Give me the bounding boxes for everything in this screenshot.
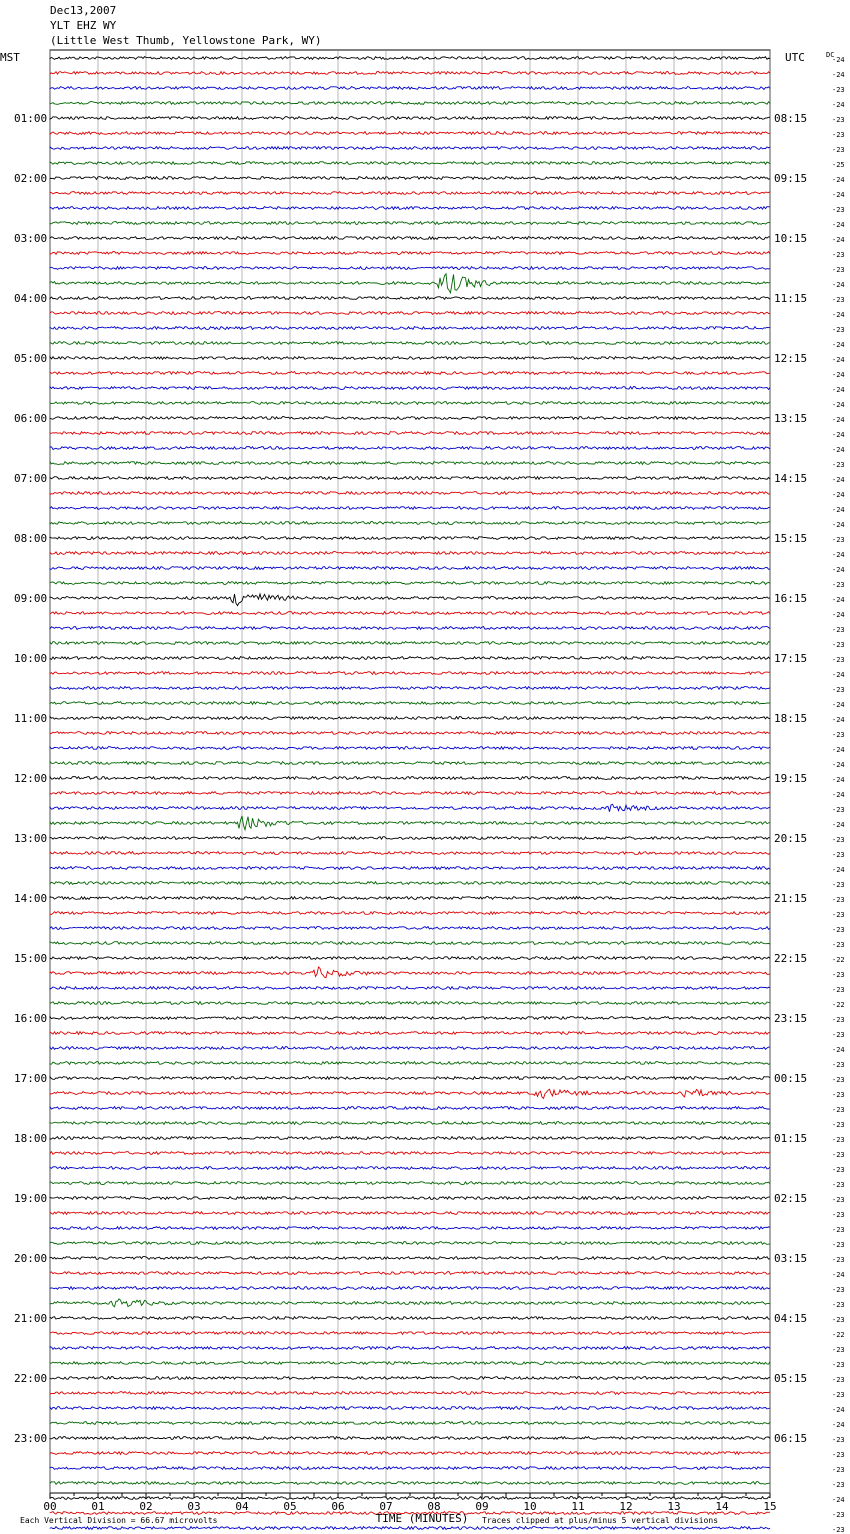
dc-offset-value: -24	[832, 416, 845, 424]
seismic-trace	[50, 927, 770, 930]
dc-offset-value: -24	[832, 341, 845, 349]
seismic-trace	[50, 447, 770, 450]
x-tick-label: 14	[715, 1500, 729, 1513]
seismic-trace	[50, 1089, 770, 1098]
seismic-trace	[50, 162, 770, 165]
seismic-trace	[50, 192, 770, 195]
seismic-trace	[50, 1182, 770, 1185]
seismic-trace	[50, 967, 770, 978]
x-tick-label: 04	[235, 1500, 249, 1513]
dc-offset-value: -24	[832, 176, 845, 184]
dc-offset-value: -23	[832, 581, 845, 589]
dc-offset-value: -24	[832, 701, 845, 709]
dc-offset-value: -23	[832, 116, 845, 124]
mst-hour-label: 20:00	[14, 1252, 48, 1265]
utc-hour-label: 00:15	[774, 1072, 808, 1085]
mst-hour-label: 23:00	[14, 1432, 48, 1445]
dc-offset-value: -24	[832, 371, 845, 379]
dc-offset-value: -23	[832, 641, 845, 649]
utc-hour-label: 23:15	[774, 1012, 808, 1025]
utc-hour-label: 17:15	[774, 652, 808, 665]
dc-offset-value: -24	[832, 1046, 845, 1054]
mst-hour-label: 12:00	[14, 772, 48, 785]
mst-hour-label: 14:00	[14, 892, 48, 905]
seismic-trace	[50, 552, 770, 555]
mst-hour-label: 03:00	[14, 232, 48, 245]
x-tick-label: 07	[379, 1500, 393, 1513]
seismic-trace	[50, 957, 770, 960]
helicorder-date: Dec13,2007	[50, 4, 117, 17]
dc-offset-value: -23	[832, 1316, 845, 1324]
dc-offset-value: -24	[832, 596, 845, 604]
dc-offset-value: -24	[832, 521, 845, 529]
dc-offset-value: -23	[832, 296, 845, 304]
utc-hour-label: 08:15	[774, 112, 808, 125]
dc-offset-value: -24	[832, 221, 845, 229]
dc-offset-value: -23	[832, 1361, 845, 1369]
seismic-trace	[50, 837, 770, 840]
dc-offset-value: -23	[832, 86, 845, 94]
dc-offset-value: -23	[832, 881, 845, 889]
x-tick-label: 13	[667, 1500, 681, 1513]
x-tick-label: 03	[187, 1500, 201, 1513]
seismic-trace	[50, 1437, 770, 1440]
seismic-trace	[50, 804, 770, 812]
seismic-trace	[50, 1047, 770, 1050]
dc-offset-value: -23	[832, 836, 845, 844]
x-tick-label: 08	[427, 1500, 441, 1513]
seismic-trace	[50, 942, 770, 945]
dc-offset-value: -24	[832, 506, 845, 514]
seismic-trace	[50, 1452, 770, 1455]
seismic-trace	[50, 1242, 770, 1245]
seismic-trace	[50, 274, 770, 293]
dc-offset-value: -24	[832, 491, 845, 499]
seismic-trace	[50, 1077, 770, 1080]
seismic-trace	[50, 1137, 770, 1140]
seismic-trace	[50, 1272, 770, 1275]
x-tick-label: 09	[475, 1500, 489, 1513]
dc-offset-value: -23	[832, 1226, 845, 1234]
mst-hour-label: 07:00	[14, 472, 48, 485]
seismic-trace	[50, 1212, 770, 1215]
utc-hour-label: 14:15	[774, 472, 808, 485]
dc-offset-value: -23	[832, 1211, 845, 1219]
seismic-trace	[50, 147, 770, 150]
dc-offset-value: -24	[832, 761, 845, 769]
dc-offset-value: -24	[832, 776, 845, 784]
dc-offset-value: -23	[832, 131, 845, 139]
seismic-trace	[50, 702, 770, 705]
seismic-trace	[50, 372, 770, 375]
dc-offset-value: -23	[832, 806, 845, 814]
seismic-trace	[50, 297, 770, 300]
mst-hour-label: 13:00	[14, 832, 48, 845]
seismic-trace	[50, 1482, 770, 1485]
seismic-trace	[50, 1422, 770, 1425]
mst-axis-label: MST	[0, 51, 20, 64]
seismic-trace	[50, 357, 770, 360]
seismic-trace	[50, 582, 770, 585]
utc-hour-label: 05:15	[774, 1372, 808, 1385]
clipping-note: Traces clipped at plus/minus 5 vertical divisions	[482, 1516, 719, 1525]
dc-offset-value: -23	[832, 1451, 845, 1459]
seismic-trace	[50, 1122, 770, 1125]
mst-hour-label: 05:00	[14, 352, 48, 365]
mst-hour-label: 16:00	[14, 1012, 48, 1025]
dc-offset-value: -23	[832, 1166, 845, 1174]
dc-offset-value: -23	[832, 1241, 845, 1249]
station-name: YLT EHZ WY	[50, 19, 117, 32]
dc-offset-value: -23	[832, 1436, 845, 1444]
seismic-trace	[50, 612, 770, 615]
seismic-trace	[50, 522, 770, 525]
seismic-trace	[50, 672, 770, 675]
dc-offset-value: -24	[832, 356, 845, 364]
dc-offset-value: -23	[832, 1526, 845, 1534]
seismic-trace	[50, 717, 770, 720]
dc-offset-value: -23	[832, 731, 845, 739]
mst-hour-label: 15:00	[14, 952, 48, 965]
dc-offset-value: -23	[832, 1061, 845, 1069]
x-tick-label: 01	[91, 1500, 105, 1513]
x-tick-label: 12	[619, 1500, 633, 1513]
dc-offset-value: -23	[832, 461, 845, 469]
dc-offset-value: -24	[832, 431, 845, 439]
dc-offset-value: -24	[832, 821, 845, 829]
seismic-trace	[50, 102, 770, 105]
seismic-trace	[50, 657, 770, 660]
utc-hour-label: 13:15	[774, 412, 808, 425]
seismic-trace	[50, 1167, 770, 1170]
seismic-trace	[50, 777, 770, 780]
seismic-trace	[50, 207, 770, 210]
x-axis-title: TIME (MINUTES)	[375, 1512, 469, 1525]
seismic-trace	[50, 312, 770, 315]
dc-offset-value: -23	[832, 1136, 845, 1144]
utc-hour-label: 04:15	[774, 1312, 808, 1325]
dc-offset-value: -23	[832, 1121, 845, 1129]
dc-offset-value: -23	[832, 986, 845, 994]
dc-offset-value: -24	[832, 716, 845, 724]
dc-offset-value: -23	[832, 266, 845, 274]
seismic-trace	[50, 492, 770, 495]
dc-offset-value: -23	[832, 536, 845, 544]
seismic-trace	[50, 687, 770, 690]
utc-hour-label: 18:15	[774, 712, 808, 725]
dc-offset-value: -23	[832, 1016, 845, 1024]
x-tick-label: 10	[523, 1500, 537, 1513]
seismic-trace	[50, 387, 770, 390]
seismic-trace	[50, 987, 770, 990]
x-tick-label: 05	[283, 1500, 297, 1513]
dc-offset-value: -22	[832, 1331, 845, 1339]
dc-offset-value: -23	[832, 1286, 845, 1294]
dc-label: DC	[826, 51, 835, 59]
mst-hour-label: 01:00	[14, 112, 48, 125]
utc-hour-label: 11:15	[774, 292, 808, 305]
dc-offset-value: -23	[832, 1106, 845, 1114]
seismic-trace	[50, 852, 770, 855]
station-location: (Little West Thumb, Yellowstone Park, WY)	[50, 34, 322, 47]
seismic-trace	[50, 537, 770, 540]
mst-hour-label: 17:00	[14, 1072, 48, 1085]
utc-hour-label: 19:15	[774, 772, 808, 785]
mst-hour-label: 21:00	[14, 1312, 48, 1325]
dc-offset-value: -23	[832, 1196, 845, 1204]
seismic-trace	[50, 222, 770, 225]
dc-offset-value: -23	[832, 911, 845, 919]
dc-offset-value: -24	[832, 551, 845, 559]
seismic-trace	[50, 1002, 770, 1005]
seismic-trace	[50, 792, 770, 795]
dc-offset-value: -23	[832, 926, 845, 934]
utc-hour-label: 12:15	[774, 352, 808, 365]
dc-offset-value: -23	[832, 851, 845, 859]
seismic-trace	[50, 507, 770, 510]
dc-offset-value: -23	[832, 626, 845, 634]
seismic-trace	[50, 867, 770, 870]
dc-offset-value: -23	[832, 896, 845, 904]
seismic-trace	[50, 1362, 770, 1365]
dc-offset-value: -23	[832, 1091, 845, 1099]
mst-hour-label: 04:00	[14, 292, 48, 305]
dc-offset-value: -24	[832, 311, 845, 319]
x-tick-label: 00	[43, 1500, 57, 1513]
seismic-trace	[50, 252, 770, 255]
seismic-trace	[50, 1392, 770, 1395]
dc-offset-value: -24	[832, 56, 845, 64]
mst-hour-label: 19:00	[14, 1192, 48, 1205]
dc-offset-value: -24	[832, 236, 845, 244]
dc-offset-value: -23	[832, 206, 845, 214]
utc-hour-label: 02:15	[774, 1192, 808, 1205]
seismic-trace	[50, 417, 770, 420]
dc-offset-value: -23	[832, 1511, 845, 1519]
seismic-trace	[50, 1299, 770, 1307]
seismic-trace	[50, 816, 770, 830]
seismic-trace	[50, 1032, 770, 1035]
dc-offset-value: -23	[832, 1376, 845, 1384]
seismic-trace	[50, 1152, 770, 1155]
dc-offset-value: -23	[832, 971, 845, 979]
dc-offset-value: -24	[832, 791, 845, 799]
dc-offset-value: -23	[832, 1466, 845, 1474]
mst-hour-label: 09:00	[14, 592, 48, 605]
dc-offset-value: -24	[832, 611, 845, 619]
seismic-trace	[50, 747, 770, 750]
mst-hour-label: 10:00	[14, 652, 48, 665]
dc-offset-value: -24	[832, 281, 845, 289]
seismic-trace	[50, 1287, 770, 1290]
dc-offset-value: -23	[832, 326, 845, 334]
mst-hour-label: 06:00	[14, 412, 48, 425]
x-tick-label: 15	[763, 1500, 777, 1513]
dc-offset-value: -23	[832, 1391, 845, 1399]
dc-offset-value: -23	[832, 941, 845, 949]
dc-offset-value: -23	[832, 1076, 845, 1084]
seismic-trace	[50, 882, 770, 885]
seismic-trace	[50, 1407, 770, 1410]
seismic-trace	[50, 642, 770, 645]
seismic-trace	[50, 177, 770, 180]
dc-offset-value: -23	[832, 251, 845, 259]
seismic-trace	[50, 1347, 770, 1350]
dc-offset-value: -22	[832, 1001, 845, 1009]
dc-offset-value: -24	[832, 1271, 845, 1279]
seismic-trace	[50, 1497, 770, 1500]
dc-offset-value: -23	[832, 1031, 845, 1039]
seismic-trace	[50, 1467, 770, 1470]
dc-offset-value: -23	[832, 1181, 845, 1189]
seismic-trace	[50, 1017, 770, 1020]
dc-offset-value: -24	[832, 401, 845, 409]
seismic-trace	[50, 237, 770, 240]
seismic-trace	[50, 897, 770, 900]
seismic-trace	[50, 627, 770, 630]
dc-offset-value: -24	[832, 1406, 845, 1414]
x-tick-label: 11	[571, 1500, 585, 1513]
seismic-trace	[50, 1107, 770, 1110]
utc-hour-label: 16:15	[774, 592, 808, 605]
mst-hour-label: 11:00	[14, 712, 48, 725]
mst-hour-label: 18:00	[14, 1132, 48, 1145]
seismic-trace	[50, 462, 770, 465]
seismic-trace	[50, 72, 770, 75]
seismic-trace	[50, 402, 770, 405]
x-tick-label: 06	[331, 1500, 345, 1513]
dc-offset-value: -24	[832, 746, 845, 754]
dc-offset-value: -24	[832, 101, 845, 109]
utc-hour-label: 15:15	[774, 532, 808, 545]
seismic-trace	[50, 432, 770, 435]
dc-offset-value: -23	[832, 1301, 845, 1309]
dc-offset-value: -23	[832, 1151, 845, 1159]
dc-offset-value: -23	[832, 1346, 845, 1354]
dc-offset-value: -23	[832, 1481, 845, 1489]
utc-hour-label: 03:15	[774, 1252, 808, 1265]
seismic-trace	[50, 87, 770, 90]
seismic-trace	[50, 1377, 770, 1380]
seismic-trace	[50, 117, 770, 120]
dc-offset-value: -24	[832, 671, 845, 679]
utc-axis-label: UTC	[785, 51, 805, 64]
seismic-trace	[50, 477, 770, 480]
seismic-trace	[50, 567, 770, 570]
dc-offset-value: -24	[832, 1496, 845, 1504]
seismic-trace	[50, 1227, 770, 1230]
seismic-trace	[50, 267, 770, 270]
utc-hour-label: 21:15	[774, 892, 808, 905]
seismic-trace	[50, 57, 770, 60]
seismic-trace	[50, 594, 770, 606]
seismic-trace	[50, 1332, 770, 1335]
dc-offset-value: -24	[832, 866, 845, 874]
seismic-trace	[50, 732, 770, 735]
seismic-trace	[50, 327, 770, 330]
seismic-trace	[50, 1062, 770, 1065]
dc-offset-value: -24	[832, 446, 845, 454]
dc-offset-value: -24	[832, 386, 845, 394]
dc-offset-value: -22	[832, 956, 845, 964]
mst-hour-label: 02:00	[14, 172, 48, 185]
dc-offset-value: -25	[832, 161, 845, 169]
dc-offset-value: -23	[832, 146, 845, 154]
seismic-trace	[50, 1197, 770, 1200]
dc-offset-value: -24	[832, 476, 845, 484]
utc-hour-label: 09:15	[774, 172, 808, 185]
dc-offset-value: -24	[832, 71, 845, 79]
seismic-trace	[50, 1527, 770, 1530]
utc-hour-label: 06:15	[774, 1432, 808, 1445]
dc-offset-value: -24	[832, 191, 845, 199]
mst-hour-label: 22:00	[14, 1372, 48, 1385]
utc-hour-label: 22:15	[774, 952, 808, 965]
dc-offset-value: -23	[832, 1256, 845, 1264]
dc-offset-value: -23	[832, 656, 845, 664]
dc-offset-value: -24	[832, 1421, 845, 1429]
seismic-trace	[50, 762, 770, 765]
seismic-trace	[50, 912, 770, 915]
dc-offset-value: -24	[832, 566, 845, 574]
utc-hour-label: 10:15	[774, 232, 808, 245]
seismic-trace	[50, 132, 770, 135]
utc-hour-label: 01:15	[774, 1132, 808, 1145]
dc-offset-value: -23	[832, 686, 845, 694]
mst-hour-label: 08:00	[14, 532, 48, 545]
x-tick-label: 02	[139, 1500, 153, 1513]
seismic-trace	[50, 1317, 770, 1320]
seismic-trace	[50, 342, 770, 345]
seismic-trace	[50, 1257, 770, 1260]
utc-hour-label: 20:15	[774, 832, 808, 845]
vertical-division-note: Each Vertical Division = 66.67 microvolts	[20, 1516, 218, 1525]
